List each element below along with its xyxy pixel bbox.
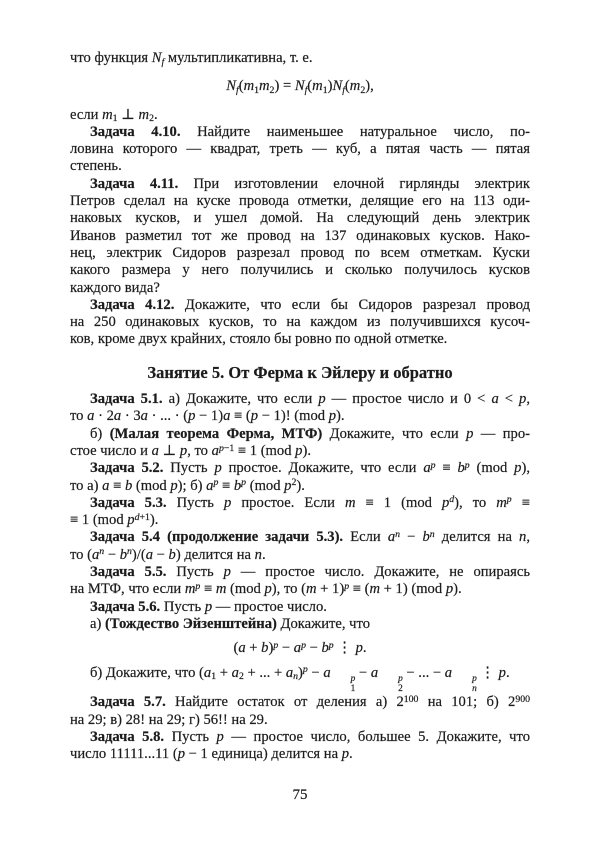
text-run: p — [179, 442, 188, 459]
text-run: p — [519, 391, 527, 408]
text-run: ) = — [274, 78, 295, 95]
display-formula — [70, 78, 530, 95]
text-run: a — [140, 408, 148, 425]
text-run: p — [177, 746, 185, 763]
text-run: . — [349, 746, 353, 763]
text-run: . — [153, 106, 158, 123]
text-run: b — [119, 546, 128, 563]
text-line — [70, 746, 530, 763]
text-run: , — [526, 529, 530, 546]
text-run: p — [214, 460, 222, 477]
text-line — [70, 158, 530, 175]
text-run: ≡ — [200, 581, 216, 598]
text-run: , то — [187, 442, 212, 459]
text-run: — простое число и 0 < — [325, 391, 492, 408]
text-run: n — [254, 546, 262, 563]
text-run: (mod — [246, 477, 285, 494]
text-line — [70, 331, 530, 348]
text-run: m — [312, 78, 323, 95]
text-run: a — [223, 408, 231, 425]
text-run: если — [70, 106, 103, 123]
text-run: m — [215, 581, 227, 598]
text-run: Пусть — [166, 564, 224, 581]
text-run: N — [294, 78, 305, 95]
paragraph — [70, 297, 530, 349]
text-run: a — [206, 477, 214, 494]
text-run: ≡ — [109, 477, 125, 494]
text-run: ков, кроме двух крайних, стояло бы ровно по одной отметке. — [70, 331, 448, 348]
text-run: p — [295, 442, 303, 459]
text-line — [70, 512, 530, 529]
text-run: (Тождество Эйзенштейна) — [105, 615, 277, 632]
text-run: p — [170, 477, 178, 494]
text-run: a — [203, 664, 212, 681]
text-run: − — [152, 546, 169, 563]
text-run: Пусть — [166, 494, 224, 511]
text-run: ); б) — [177, 477, 207, 494]
text-run: p — [355, 640, 363, 657]
text-line — [70, 280, 530, 297]
sup-sub-stack — [452, 675, 477, 695]
paragraph — [70, 107, 530, 124]
text-run: . — [505, 664, 510, 681]
text-run: a — [444, 664, 453, 681]
text-run: p — [344, 580, 350, 592]
text-run: а) — [90, 615, 105, 632]
text-run: Задача 5.7. — [90, 694, 166, 711]
text-run: m — [496, 494, 507, 511]
text-run: a — [423, 460, 431, 477]
text-run: p — [264, 581, 272, 598]
text-run: )/( — [131, 546, 146, 563]
text-run: m — [138, 106, 150, 123]
text-run: ( — [233, 640, 239, 657]
text-run: m — [349, 78, 361, 95]
text-run: Докажите, что если бы Сидоров разрезал провод — [174, 296, 530, 313]
text-run: n — [429, 529, 435, 541]
text-run: m — [102, 106, 113, 123]
text-run: , — [526, 391, 530, 408]
sup-sub-stack — [331, 675, 356, 695]
text-run: p — [466, 425, 474, 442]
text-run: ≡ ( — [230, 408, 251, 425]
text-run: p — [204, 598, 213, 615]
text-line — [70, 665, 530, 695]
text-run: + 1) — [316, 581, 345, 598]
text-run: 2 — [291, 477, 297, 489]
text-line — [70, 391, 530, 408]
text-run: ≡ — [218, 477, 234, 494]
paragraph — [70, 694, 530, 729]
text-run: на 29; в) 28! на 29; г) 56!! на 29. — [70, 711, 268, 728]
text-run: б) — [90, 425, 110, 442]
text-line — [70, 297, 530, 314]
text-run: n — [395, 529, 400, 541]
text-run: делится на — [434, 529, 520, 546]
text-run: какого размера у него получились и сколько получилось кусков — [70, 262, 530, 279]
text-run: d — [134, 511, 140, 523]
text-line — [70, 564, 530, 581]
text-run: a — [151, 442, 159, 459]
text-run: p — [224, 494, 232, 511]
text-line — [70, 460, 530, 477]
text-run: (mod — [132, 477, 171, 494]
text-run: b — [261, 640, 269, 657]
text-run: — простое число. — [212, 598, 327, 615]
text-run: простое. Докажите, что если — [221, 460, 424, 477]
paragraph — [70, 665, 530, 695]
text-run: b — [124, 477, 133, 494]
text-run: то а) — [70, 477, 103, 494]
text-run: 1 — [254, 85, 259, 97]
text-line — [70, 616, 530, 633]
text-run: m — [344, 494, 356, 511]
text-run: мультипликативна, т. е. — [164, 50, 313, 66]
text-run: a — [102, 477, 110, 494]
text-run: Задача 5.4 (продолжение задачи 5.3). — [90, 529, 344, 546]
text-run: m — [184, 581, 196, 598]
text-line — [70, 694, 530, 711]
text-run: 2 — [269, 85, 275, 97]
stack-sub: 1 — [350, 683, 356, 694]
text-run: p — [218, 442, 224, 454]
text-run: p — [328, 408, 337, 425]
paragraph — [70, 50, 530, 67]
text-run: p — [318, 391, 326, 408]
text-run: n — [519, 529, 527, 546]
text-run: — простое число. Докажите, не опираясь — [230, 564, 530, 581]
text-run: +1 — [139, 511, 150, 523]
text-run: Найдите наименьшее натуральное число, по- — [180, 123, 530, 140]
text-run: + — [216, 664, 232, 681]
text-line — [70, 495, 530, 512]
text-run: Если — [343, 529, 388, 546]
text-run: p — [216, 728, 224, 745]
text-run: Иванов разметил тот же провод на 137 одинаковых кусков. Нако- — [70, 227, 530, 244]
text-line — [70, 141, 530, 158]
text-run: m — [243, 78, 255, 95]
text-line — [70, 426, 530, 443]
text-run: ловина которого — квадрат, треть — куб, а пятая часть — пятая — [70, 141, 530, 158]
text-line — [70, 210, 530, 227]
text-run: n — [127, 546, 132, 558]
text-run: b — [168, 546, 176, 563]
section-heading — [70, 364, 530, 381]
text-run: ) — [327, 78, 333, 95]
text-line — [70, 124, 530, 141]
stack-sup: p — [350, 673, 356, 684]
text-run: · 3 — [121, 408, 141, 425]
text-run: f — [342, 85, 345, 97]
text-run: m — [259, 78, 270, 95]
text-run: p — [514, 460, 522, 477]
text-run: p — [441, 494, 450, 511]
text-run: 1 — [211, 671, 217, 683]
text-run: нец, электрик Сидоров разрезал провод по всем отметкам. Куски — [70, 244, 530, 261]
text-run: p — [195, 580, 201, 592]
text-run: ) делится на — [175, 546, 255, 563]
text-run: ( — [307, 78, 313, 95]
text-run: ≡ 1 (mod — [234, 442, 296, 459]
text-run: f — [235, 85, 239, 97]
text-run: на МТФ, что если — [70, 581, 185, 598]
text-run: − — [355, 664, 371, 681]
stack-sup: p — [398, 673, 403, 684]
text-run: наковых кусков, и ушел домой. На следующий день электрик — [70, 210, 530, 227]
text-run: m — [369, 581, 381, 598]
text-run: — про- — [473, 425, 531, 442]
text-run: a — [211, 442, 219, 459]
text-run: то ( — [70, 546, 92, 563]
text-run: p — [341, 746, 350, 763]
text-run: p — [250, 408, 259, 425]
text-line — [70, 581, 530, 598]
text-run: a — [145, 546, 153, 563]
text-run: Задача 5.2. — [90, 460, 164, 477]
text-run: a — [370, 664, 379, 681]
text-run: ). — [296, 477, 305, 494]
paragraph — [70, 124, 530, 176]
paragraph — [70, 495, 530, 530]
text-run: ), — [365, 78, 374, 95]
text-run: d — [449, 494, 455, 506]
text-run: b — [321, 640, 329, 657]
text-run: N — [226, 78, 236, 95]
text-run: p — [498, 664, 506, 681]
text-line — [70, 599, 530, 616]
text-run: a — [491, 391, 499, 408]
text-run: ≡ 1 (mod — [355, 494, 442, 511]
text-run: a — [238, 640, 246, 657]
text-run: Задача 5.8. — [90, 728, 165, 745]
text-run: a — [387, 529, 396, 546]
text-run: а) Докажите, что если — [162, 391, 319, 408]
text-run: Задача 5.6. — [90, 598, 161, 615]
text-run: n — [293, 671, 299, 683]
text-run: a — [293, 640, 302, 657]
text-run: ). — [453, 581, 462, 598]
text-run: − — [305, 640, 322, 657]
text-run: (Малая теорема Ферма, МТФ) — [109, 425, 323, 442]
text-run: p — [188, 408, 196, 425]
paragraph — [70, 460, 530, 495]
text-line — [70, 547, 530, 564]
text-run: то — [70, 408, 88, 425]
text-run: ( — [344, 78, 350, 95]
text-run: Пусть — [160, 598, 205, 615]
text-run: · ... · ( — [147, 408, 189, 425]
text-run: (mod — [226, 581, 265, 598]
paragraph — [70, 599, 530, 616]
text-run: − — [400, 529, 423, 546]
text-run: ). — [302, 442, 311, 459]
text-run: ≡ — [511, 494, 530, 511]
text-run: + — [245, 640, 262, 657]
text-run: число 11111...11 ( — [70, 746, 178, 763]
text-run: p — [273, 639, 279, 651]
text-run: 2 — [238, 671, 244, 683]
text-run: p — [127, 512, 135, 529]
text-run: < — [498, 391, 520, 408]
text-run: на 101; б) 2 — [418, 694, 516, 711]
text-run: на 250 одинаковых кусков, то на каждом из получившихся кусоч- — [70, 314, 530, 331]
sup-sub-stack — [378, 675, 403, 695]
text-run: ) — [268, 640, 274, 657]
paragraph — [70, 729, 530, 764]
text-run: + ... + — [243, 664, 286, 681]
text-run: p — [430, 459, 436, 471]
stack-sub: n — [472, 683, 477, 694]
text-run: N — [332, 78, 343, 95]
text-line — [70, 176, 530, 193]
text-run: ⋮ — [476, 664, 499, 681]
text-run: Докажите, что если — [322, 425, 467, 442]
text-run: ), то — [454, 494, 497, 511]
paragraph — [70, 564, 530, 599]
text-run: m — [305, 581, 317, 598]
text-run: − — [307, 664, 324, 681]
text-run: ). — [149, 512, 159, 529]
text-run: Докажите, что — [276, 615, 370, 632]
text-run: p — [464, 459, 470, 471]
text-run: + 1) (mod — [380, 581, 446, 598]
text-run: p — [223, 564, 231, 581]
text-run: − 1 единица) делится на — [184, 746, 342, 763]
stack-sub: 2 — [398, 683, 403, 694]
text-run: f — [304, 85, 308, 97]
text-run: Задача 5.3. — [90, 494, 167, 511]
text-run: 1 — [112, 113, 118, 125]
text-run: Петров сделал на куске провода отметки, делящие его на 113 оди- — [70, 193, 530, 210]
text-line — [70, 245, 530, 262]
text-run: n — [99, 546, 105, 558]
paragraph — [70, 176, 530, 297]
text-run: . — [362, 640, 367, 657]
text-line — [70, 729, 530, 746]
text-run: ≡ ( — [349, 581, 370, 598]
display-formula — [70, 640, 530, 657]
text-run: a — [323, 664, 331, 681]
text-run: p — [328, 639, 334, 651]
text-run: ), то ( — [271, 581, 306, 598]
text-line — [70, 228, 530, 245]
text-run: стое число и — [70, 442, 152, 459]
text-run: Задача 4.12. — [90, 296, 175, 313]
text-run: 900 — [515, 693, 530, 705]
stack-sup: p — [472, 673, 477, 684]
text-run: · 2 — [94, 408, 114, 425]
text-run: a — [92, 546, 100, 563]
text-run: 100 — [403, 693, 419, 705]
text-line — [70, 443, 530, 460]
text-run: p — [284, 477, 292, 494]
text-run: −1 — [223, 442, 235, 454]
text-run: − ... − — [402, 664, 445, 681]
text-run: Задача 5.5. — [90, 564, 167, 581]
text-run: При изготовлении елочной гирлянды электрик — [178, 175, 531, 192]
text-line — [70, 314, 530, 331]
text-run: ⋮ — [333, 640, 356, 657]
text-run: ≡ — [435, 460, 458, 477]
text-run: − 1)! (mod — [258, 408, 329, 425]
text-run: (mod — [469, 460, 515, 477]
text-run: ⊥ — [158, 442, 180, 459]
paragraph — [70, 426, 530, 461]
text-run: ≡ 1 (mod — [70, 512, 128, 529]
text-run: Найдите остаток от деления а) 2 — [165, 694, 404, 711]
text-run: p — [241, 477, 247, 489]
text-run: простое. Если — [231, 494, 345, 511]
text-line — [70, 478, 530, 495]
text-run: ). — [336, 408, 345, 425]
text-run: p — [301, 639, 306, 651]
text-run: f — [161, 56, 165, 68]
text-run: − — [104, 546, 120, 563]
text-run: 2 — [149, 113, 154, 125]
text-run: N — [151, 50, 162, 66]
text-run: Пусть — [163, 460, 215, 477]
text-run: что функция — [70, 50, 152, 66]
page-number: 75 — [292, 787, 308, 804]
text-run: a — [231, 664, 239, 681]
text-line — [70, 408, 530, 425]
text-run: p — [213, 477, 219, 489]
text-run: 2 — [360, 85, 366, 97]
text-run: 1 — [322, 85, 328, 97]
text-run: b — [422, 529, 430, 546]
paragraph — [70, 391, 530, 426]
text-run: − — [278, 640, 294, 657]
text-run: p — [445, 581, 454, 598]
text-line — [70, 193, 530, 210]
text-run: ⊥ — [117, 106, 139, 123]
text-run: Задача 4.11. — [90, 175, 179, 192]
text-run: b — [233, 477, 242, 494]
text-run: Задача 4.10. — [90, 123, 181, 140]
text-run: a — [87, 408, 95, 425]
text-run: b — [457, 460, 465, 477]
paragraph — [70, 616, 530, 633]
text-run: Задача 5.1. — [90, 391, 163, 408]
text-run: . — [261, 546, 266, 563]
text-line — [70, 529, 530, 546]
text-line — [70, 712, 530, 729]
text-line — [70, 50, 530, 67]
text-run: б) Докажите, что ( — [90, 664, 204, 681]
text-run: p — [302, 664, 308, 676]
text-run: ) — [298, 664, 303, 681]
text-run: степень. — [70, 158, 122, 175]
text-run: Пусть — [164, 728, 217, 745]
text-run: ), — [521, 460, 530, 477]
paragraph — [70, 529, 530, 564]
text-line — [70, 262, 530, 279]
text-run: p — [506, 494, 512, 506]
text-run: a — [285, 664, 294, 681]
text-run: каждого вида? — [70, 279, 160, 296]
text-run: Занятие 5. От Ферма к Эйлеру и обратно — [147, 362, 453, 382]
text-run: ( — [238, 78, 244, 95]
text-line — [70, 107, 530, 124]
text-run: − 1) — [195, 408, 224, 425]
text-run: — простое число, большее 5. Докажите, что — [223, 728, 530, 745]
text-run: a — [113, 408, 122, 425]
